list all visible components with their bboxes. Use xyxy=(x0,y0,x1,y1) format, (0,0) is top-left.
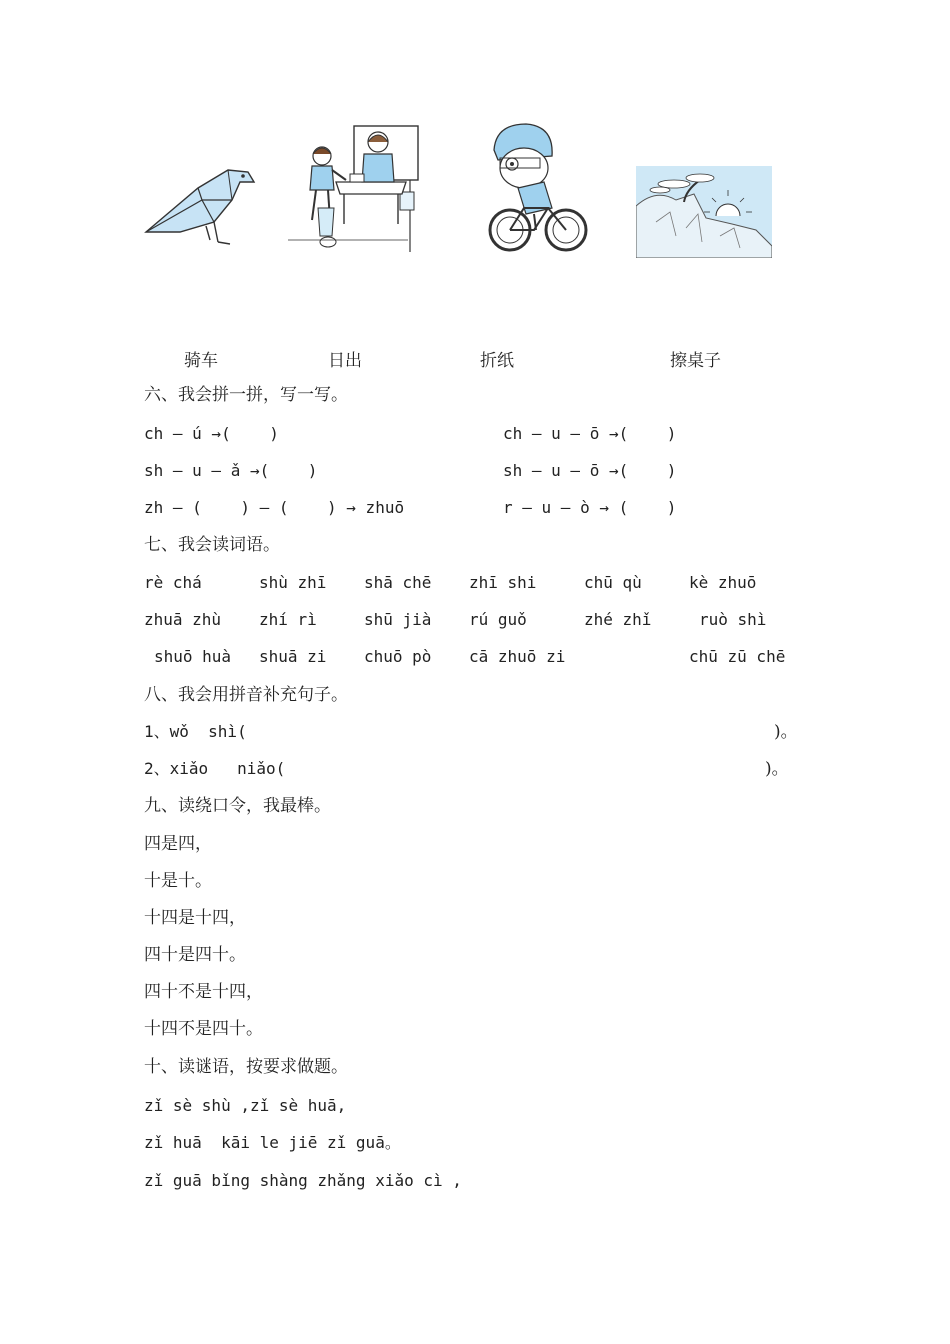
section-7-heading: 七、我会读词语。 xyxy=(144,535,280,555)
sunrise-mountain-image xyxy=(636,166,772,258)
origami-bird-image xyxy=(140,160,260,250)
spell-item-1: ch — ú →( ) xyxy=(144,424,279,443)
spell-item-5: zh — ( ) — ( ) → zhuō xyxy=(144,498,405,517)
tongue-twister-line: 十四不是四十。 xyxy=(144,1019,263,1039)
section-10-heading: 十、读谜语，按要求做题。 xyxy=(144,1057,348,1077)
riddle-line: zǐ huā kāi le jiē zǐ guā。 xyxy=(144,1133,401,1152)
word: chū qù xyxy=(584,573,642,592)
word: shuō huà xyxy=(154,647,232,666)
word: cā zhuō zi xyxy=(469,647,566,666)
tongue-twister-line: 十是十。 xyxy=(144,871,212,891)
sentence-1-end: )。 xyxy=(774,722,798,742)
caption-riding: 骑车 xyxy=(184,351,218,371)
riddle-line: zǐ sè shù ,zǐ sè huā, xyxy=(144,1096,347,1115)
tongue-twister-line: 四是四， xyxy=(144,834,212,854)
sentence-2-end: )。 xyxy=(765,759,789,779)
word: shuā zi xyxy=(259,647,327,666)
word: zhé zhǐ xyxy=(584,610,652,629)
riddle-line: zǐ guā bǐng shàng zhǎng xiǎo cì , xyxy=(144,1171,462,1190)
tongue-twister-line: 四十是四十。 xyxy=(144,945,246,965)
section-9-heading: 九、读绕口令，我最棒。 xyxy=(144,796,331,816)
sentence-2-start: 2、xiǎo niǎo( xyxy=(144,759,286,778)
spell-item-6: r — u — ò → ( ) xyxy=(503,498,677,517)
word: zhí rì xyxy=(259,610,317,629)
word: shā chē xyxy=(364,573,432,592)
tongue-twister-line: 十四是十四， xyxy=(144,908,246,928)
caption-sunrise: 日出 xyxy=(328,351,362,371)
word: zhī shi xyxy=(469,573,537,592)
word: shū jià xyxy=(364,610,432,629)
caption-wipe-table: 擦桌子 xyxy=(670,351,721,371)
tongue-twister-line: 四十不是十四， xyxy=(144,982,263,1002)
word: rè chá xyxy=(144,573,202,592)
spell-item-2: ch — u — ō →( ) xyxy=(503,424,677,443)
word: rú guǒ xyxy=(469,610,527,629)
word: zhuā zhù xyxy=(144,610,222,629)
word: shù zhī xyxy=(259,573,327,592)
spell-item-3: sh — u — ǎ →( ) xyxy=(144,461,318,480)
word: chū zū chē xyxy=(689,647,786,666)
boy-riding-bike-image xyxy=(486,122,588,254)
word: kè zhuō xyxy=(689,573,757,592)
word: ruò shì xyxy=(699,610,767,629)
spell-item-4: sh — u — ō →( ) xyxy=(503,461,677,480)
caption-origami: 折纸 xyxy=(480,351,514,371)
sentence-1-start: 1、wǒ shì( xyxy=(144,722,247,741)
section-6-heading: 六、我会拼一拼，写一写。 xyxy=(144,385,348,405)
section-8-heading: 八、我会用拼音补充句子。 xyxy=(144,685,348,705)
children-wiping-table-image xyxy=(288,124,420,256)
word: chuō pò xyxy=(364,647,432,666)
